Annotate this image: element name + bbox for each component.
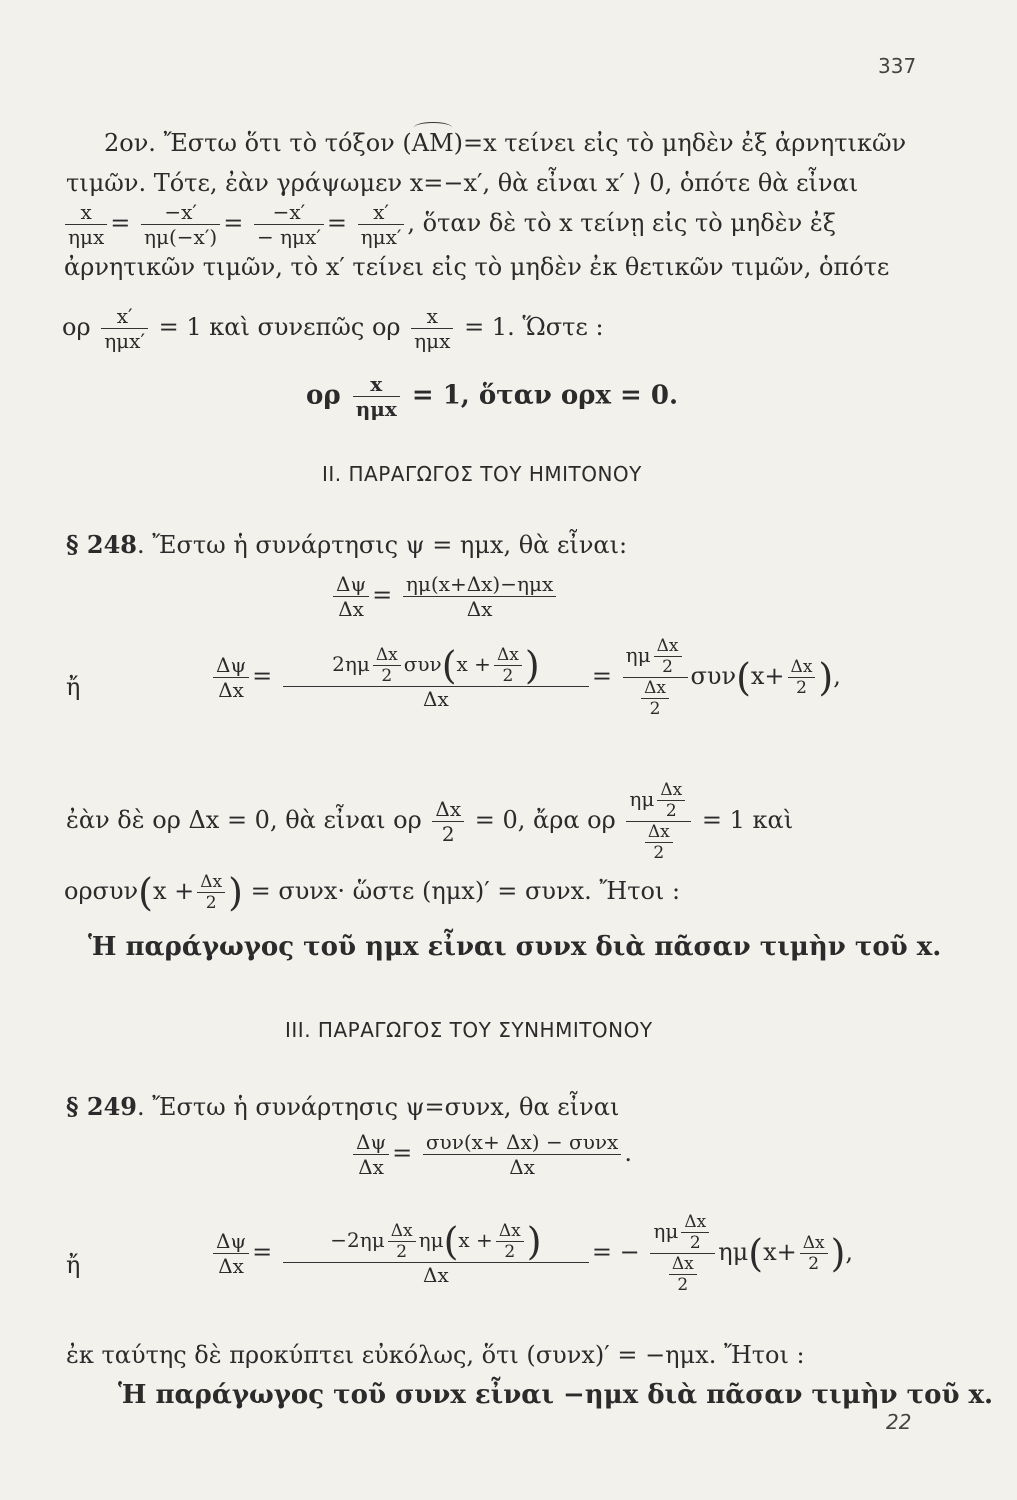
para1-line5-tail: = 1. Ὥστε : — [464, 313, 604, 341]
frac4-den: ημx′ — [358, 224, 405, 249]
frac6-den: ημx — [411, 328, 453, 353]
para1-line4: ἀρνητικῶν τιμῶν, τὸ x′ τείνει εἰς τὸ μηδὲν ἐκ θετικῶν τιμῶν, ὁπότε — [64, 253, 890, 281]
section-heading-sine: II. ΠΑΡΑΓΩΓΟΣ ΤΟΥ ΗΜΙΤΟΝΟΥ — [322, 462, 642, 486]
s248-eq1-rhs-den: Δx — [403, 596, 556, 621]
s249-eq2-r-num — [650, 1212, 715, 1253]
s249-result: Ἡ παράγωγος τοῦ συνx εἶναι −ημx διὰ πᾶσαν τιμὴν τοῦ x. — [118, 1380, 994, 1410]
l-fd: 2 — [657, 800, 685, 821]
s248-eq2-tail-arg: x+ — [750, 662, 785, 690]
r-dn: Δx — [644, 678, 666, 698]
s248-limit-fn: Δx — [435, 797, 462, 821]
s248-limit-a: ἐὰν δὲ ορ Δx = 0, θὰ εἶναι ορ — [66, 806, 422, 834]
limit-result-tail: = 1, ὅταν ορx = 0. — [411, 380, 679, 411]
l-fn: Δx — [660, 780, 683, 800]
s249-number: § 249 — [66, 1092, 138, 1121]
para1-line3-tail: , ὅταν δὲ τὸ x τείνῃ εἰς τὸ μηδὲν ἐξ — [407, 209, 836, 237]
s249-eq2: $\frac{\Delta\psi}{\Delta x}$ = −2ημ $\frac{\Delta x}{2}$ ημ(x + $\frac{\Delta x}{2}$ ) Δx = − ημ $\frac{\Delta x}{2}$ $\frac{\Delta x}{2}$ ημ(x+ $\frac{\Delta x}{2}$ ), — [210, 1212, 853, 1295]
v-dn: Δx — [671, 1254, 694, 1274]
s249-eq1: $\frac{\Delta\psi}{\Delta x}$ = συν(x+ Δx) − συνx Δx . — [350, 1130, 632, 1179]
s248-result: Ἡ παράγωγος τοῦ ημx εἶναι συνx διὰ πᾶσαν τιμὴν τοῦ x. — [88, 932, 942, 962]
u-fn: Δx — [390, 1220, 413, 1241]
s249-eq1-lhs-num: Δψ — [356, 1130, 387, 1154]
frac3-den: − ημx′ — [254, 224, 324, 249]
t-f2d: 2 — [494, 665, 522, 686]
t-f2n: Δx — [496, 644, 519, 665]
tl-fn: Δx — [790, 657, 813, 677]
s248-orsun-b: x + — [152, 877, 195, 905]
s248-eq2-r-num — [623, 636, 688, 677]
o-fd: 2 — [197, 892, 225, 913]
u-b: ημ — [418, 1227, 444, 1252]
frac6-num: x — [426, 304, 438, 328]
para1-line3: x ημx = $\frac{-x'}{\eta\mu(-x')}$ = −x′ − ημx′ = x′ ημx′ , ὅταν δὲ τὸ x τείνῃ εἰς τὸ μηδὲν ἐξ — [62, 200, 836, 249]
s248-eq2-big-den: Δx — [283, 686, 589, 711]
frac1-den: ημx — [65, 224, 107, 249]
tl-fd: 2 — [788, 677, 816, 698]
frac5-den: ημx′ — [101, 328, 148, 353]
s248-eq2-tail-func: συν — [690, 662, 737, 690]
frac2-num: −x′ — [164, 200, 197, 224]
r-fd: 2 — [654, 656, 682, 677]
s249-eq2-tail-arg: x+ — [763, 1238, 797, 1266]
para1-line1-text-a: 2ον. Ἔστω ὅτι τὸ τόξον ( — [104, 129, 412, 157]
para1-line1 — [104, 128, 906, 158]
w-fn: Δx — [802, 1233, 825, 1253]
s249-conclusion: ἐκ ταύτης δὲ προκύπτει εὐκόλως, ὅτι (συνx)′ = −ημx. Ἤτοι : — [66, 1341, 805, 1369]
s248-eq2-lhs-num: Δψ — [216, 653, 247, 677]
s248-orsun: ορσυν(x + $\frac{\Delta x}{2}$ ) = συνx· ὥστε (ημx)′ = συνx. Ἤτοι : — [64, 870, 681, 915]
s248-orsun-a: ορσυν — [64, 877, 139, 905]
s248-or: ἤ — [66, 673, 81, 701]
frac3-num: −x′ — [272, 200, 306, 224]
s249-intro — [66, 1092, 619, 1122]
v-dd: 2 — [669, 1274, 697, 1295]
r-a: ημ — [625, 643, 651, 667]
page-number-bottom: 22 — [886, 1410, 912, 1434]
para1-line2: τιμῶν. Τότε, ἐὰν γράψωμεν x=−x′, θὰ εἶναι x′ ⟩ 0, ὁπότε θὰ εἶναι — [66, 169, 859, 197]
o-fn: Δx — [200, 872, 223, 892]
s249-eq2-lhs-num: Δψ — [216, 1229, 247, 1253]
s248-limit-f2-den — [626, 821, 691, 863]
s248-eq1: $\frac{\Delta\psi}{\Delta x}$ = ημ(x+Δx)−ημx Δx — [330, 572, 559, 621]
v-fn: Δx — [684, 1212, 707, 1232]
para1-line5 — [62, 304, 604, 353]
l-dd: 2 — [645, 842, 673, 863]
s249-eq2-comma: , — [845, 1238, 854, 1266]
section-heading-cosine: III. ΠΑΡΑΓΩΓΟΣ ΤΟΥ ΣΥΝΗΜΙΤΟΝΟΥ — [285, 1018, 653, 1042]
s248-limit-c: = 1 καὶ — [701, 806, 794, 834]
l-a: ημ — [629, 787, 655, 811]
s249-eq2-minus: = − — [591, 1238, 640, 1266]
frac4-num: x′ — [373, 200, 389, 224]
page-number-top: 337 — [878, 54, 917, 78]
limit-result-num: x — [370, 372, 383, 396]
s249-eq2-r-den — [650, 1253, 715, 1295]
s249-eq1-lhs-den: Δx — [353, 1154, 389, 1179]
s248-number: § 248 — [66, 530, 138, 559]
s248-intro-text: . Ἔστω ἡ συνάρτησις ψ = ημx, θὰ εἶναι: — [137, 531, 628, 559]
s248-limit-b: = 0, ἄρα ορ — [474, 806, 616, 834]
r-fn: Δx — [656, 636, 679, 656]
frac1-num: x — [80, 200, 92, 224]
s248-eq2-comma: , — [833, 662, 841, 690]
u-f2d: 2 — [496, 1241, 524, 1262]
s248-eq2-r-den — [623, 677, 688, 719]
t-c: x + — [456, 651, 491, 676]
u-c: x + — [458, 1227, 493, 1252]
s248-eq1-rhs-num: ημ(x+Δx)−ημx — [405, 572, 554, 596]
limit-result — [306, 372, 678, 421]
s249-eq1-rhs-den: Δx — [423, 1154, 621, 1179]
t-fd: 2 — [373, 665, 401, 686]
s248-eq2-lhs-den: Δx — [213, 677, 249, 702]
s249-or: ἤ — [66, 1251, 81, 1279]
w-fd: 2 — [800, 1253, 828, 1274]
s248-eq2: $\frac{\Delta\psi}{\Delta x}$ = 2ημ $\frac{\Delta x}{2}$ συν(x + $\frac{\Delta x}{2}$ ) Δx = ημ $\frac{\Delta x}{2}$ $\frac{\Delta x}{2}$ συν(x+ $\frac{\Delta x}{2}$ ), — [210, 636, 841, 719]
l-dn: Δx — [647, 822, 670, 842]
para1-line5-mid: = 1 καὶ συνεπῶς ορ — [158, 313, 401, 341]
arc-am: AM — [411, 129, 454, 157]
s249-eq2-big-den: Δx — [283, 1262, 589, 1287]
t-fn: Δx — [375, 644, 398, 665]
u-f2n: Δx — [498, 1220, 521, 1241]
u-a: −2ημ — [330, 1227, 385, 1252]
s249-eq1-rhs-num: συν(x+ Δx) − συνx — [425, 1130, 619, 1154]
s249-eq1-dot: . — [624, 1139, 632, 1167]
s249-intro-text: . Ἔστω ἡ συνάρτησις ψ=συνx, θα εἶναι — [137, 1093, 620, 1121]
s248-limit-f2-num — [626, 780, 691, 821]
v-a: ημ — [653, 1219, 679, 1243]
s248-orsun-c: = συνx· ὥστε (ημx)′ = συνx. Ἤτοι : — [250, 877, 681, 905]
limit-result-den: ημx — [353, 396, 400, 421]
s249-eq2-tail-func: ημ — [718, 1238, 749, 1266]
t-b: συν — [403, 651, 442, 676]
limit-result-op: ορ — [306, 380, 341, 411]
s248-limit — [66, 780, 793, 863]
para1-line1-text-b: )=x τείνει εἰς τὸ μηδὲν ἐξ ἀρνητικῶν — [453, 129, 907, 157]
s248-eq1-lhs-den: Δx — [333, 596, 369, 621]
t-a: 2ημ — [332, 651, 370, 676]
u-fd: 2 — [388, 1241, 416, 1262]
r-dd: 2 — [641, 698, 669, 719]
s248-limit-fd: 2 — [432, 821, 464, 846]
s248-intro — [66, 530, 627, 560]
frac2-den: ημ(−x′) — [141, 224, 220, 249]
op-lim: ορ — [62, 313, 91, 341]
v-fd: 2 — [681, 1232, 709, 1253]
s248-eq2-big-num: 2ημ $\frac{\Delta x}{2}$ συν(x + $\frac{\Delta x}{2}$ ) — [332, 643, 540, 687]
s249-eq2-lhs-den: Δx — [213, 1253, 249, 1278]
frac5-num: x′ — [116, 304, 133, 328]
s248-eq1-lhs-num: Δψ — [336, 572, 367, 596]
s249-eq2-big-num: −2ημ $\frac{\Delta x}{2}$ ημ(x + $\frac{\Delta x}{2}$ ) — [330, 1219, 542, 1263]
